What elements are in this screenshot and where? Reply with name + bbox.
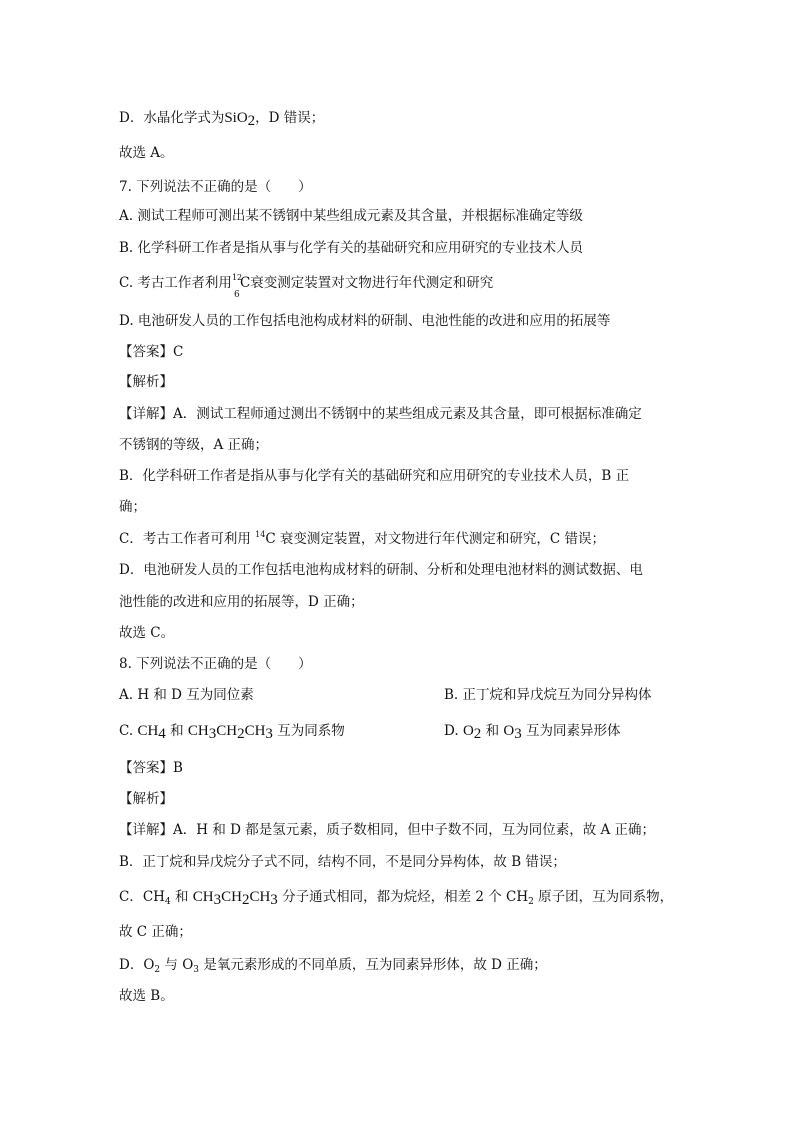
option-c: C. 考古工作者利用 12 6 C衰变测定装置对文物进行年代测定和研究 <box>119 273 494 300</box>
answer-label: 【答案】B <box>119 760 183 776</box>
text-line: C．$CH_4$ 和 $CH_3CH_2CH_3$ 分子通式相同，都为烷烃，相差 2 个 $CH_2$ 原子团，互为同系物， <box>119 889 674 908</box>
text-line: 池性能的改进和应用的拓展等，D 正确； <box>119 594 364 610</box>
text-line: D．$O_2$ 与 $O_3$ 是氧元素形成的不同单质，互为同素异形体，故 D 正确； <box>119 957 547 975</box>
text-line: 故选 A。 <box>119 145 174 161</box>
option-a: A. 测试工程师可测出某不锈钢中某些组成元素及其含量，并根据标准确定等级 <box>119 208 583 224</box>
text-line: 【详解】A．测试工程师通过测出不锈钢中的某些组成元素及其含量，即可根据标准确定 <box>119 406 642 422</box>
question-8-stem: 8. 下列说法不正确的是（ ） <box>119 656 312 672</box>
text-line: B．正丁烷和异戊烷分子式不同，结构不同，不是同分异构体，故 B 错误； <box>119 854 566 870</box>
text-line: 不锈钢的等级，A 正确； <box>119 437 269 453</box>
question-7-stem: 7. 下列说法不正确的是（ ） <box>119 179 312 195</box>
text-line: 确； <box>119 499 146 515</box>
text-line: 故 C 正确； <box>119 924 192 940</box>
analysis-label: 【解析】 <box>119 791 173 807</box>
text-line: B．化学科研工作者是指从事与化学有关的基础研究和应用研究的专业技术人员，B 正 <box>119 468 630 484</box>
text-line: 故选 C。 <box>119 625 175 641</box>
analysis-label: 【解析】 <box>119 374 173 390</box>
option-b: B. 正丁烷和异戊烷互为同分异构体 <box>444 687 652 703</box>
text-line: C．考古工作者可利用 $^{14}$C 衰变测定装置，对文物进行年代测定和研究，C 错误； <box>119 530 606 547</box>
answer-label: 【答案】C <box>119 344 184 360</box>
text-line: 故选 B。 <box>119 988 174 1004</box>
option-c: C. $CH_4$ 和 $CH_3CH_2CH_3$ 互为同系物 <box>119 723 345 742</box>
option-b: B. 化学科研工作者是指从事与化学有关的基础研究和应用研究的专业技术人员 <box>119 240 584 256</box>
option-a: A. H 和 D 互为同位素 <box>119 687 254 703</box>
option-d: D. $O_2$ 和 $O_3$ 互为同素异形体 <box>444 723 621 742</box>
option-d: D. 电池研发人员的工作包括电池构成材料的研制、电池性能的改进和应用的拓展等 <box>119 313 611 329</box>
text-line: D．电池研发人员的工作包括电池构成材料的研制、分析和处理电池材料的测试数据、电 <box>119 562 643 578</box>
text-line: 【详解】A．H 和 D 都是氢元素，质子数相同，但中子数不同，互为同位素，故 A 正确； <box>119 822 656 838</box>
text-line: D．水晶化学式为SiO$_2$，D 错误； <box>119 110 325 129</box>
